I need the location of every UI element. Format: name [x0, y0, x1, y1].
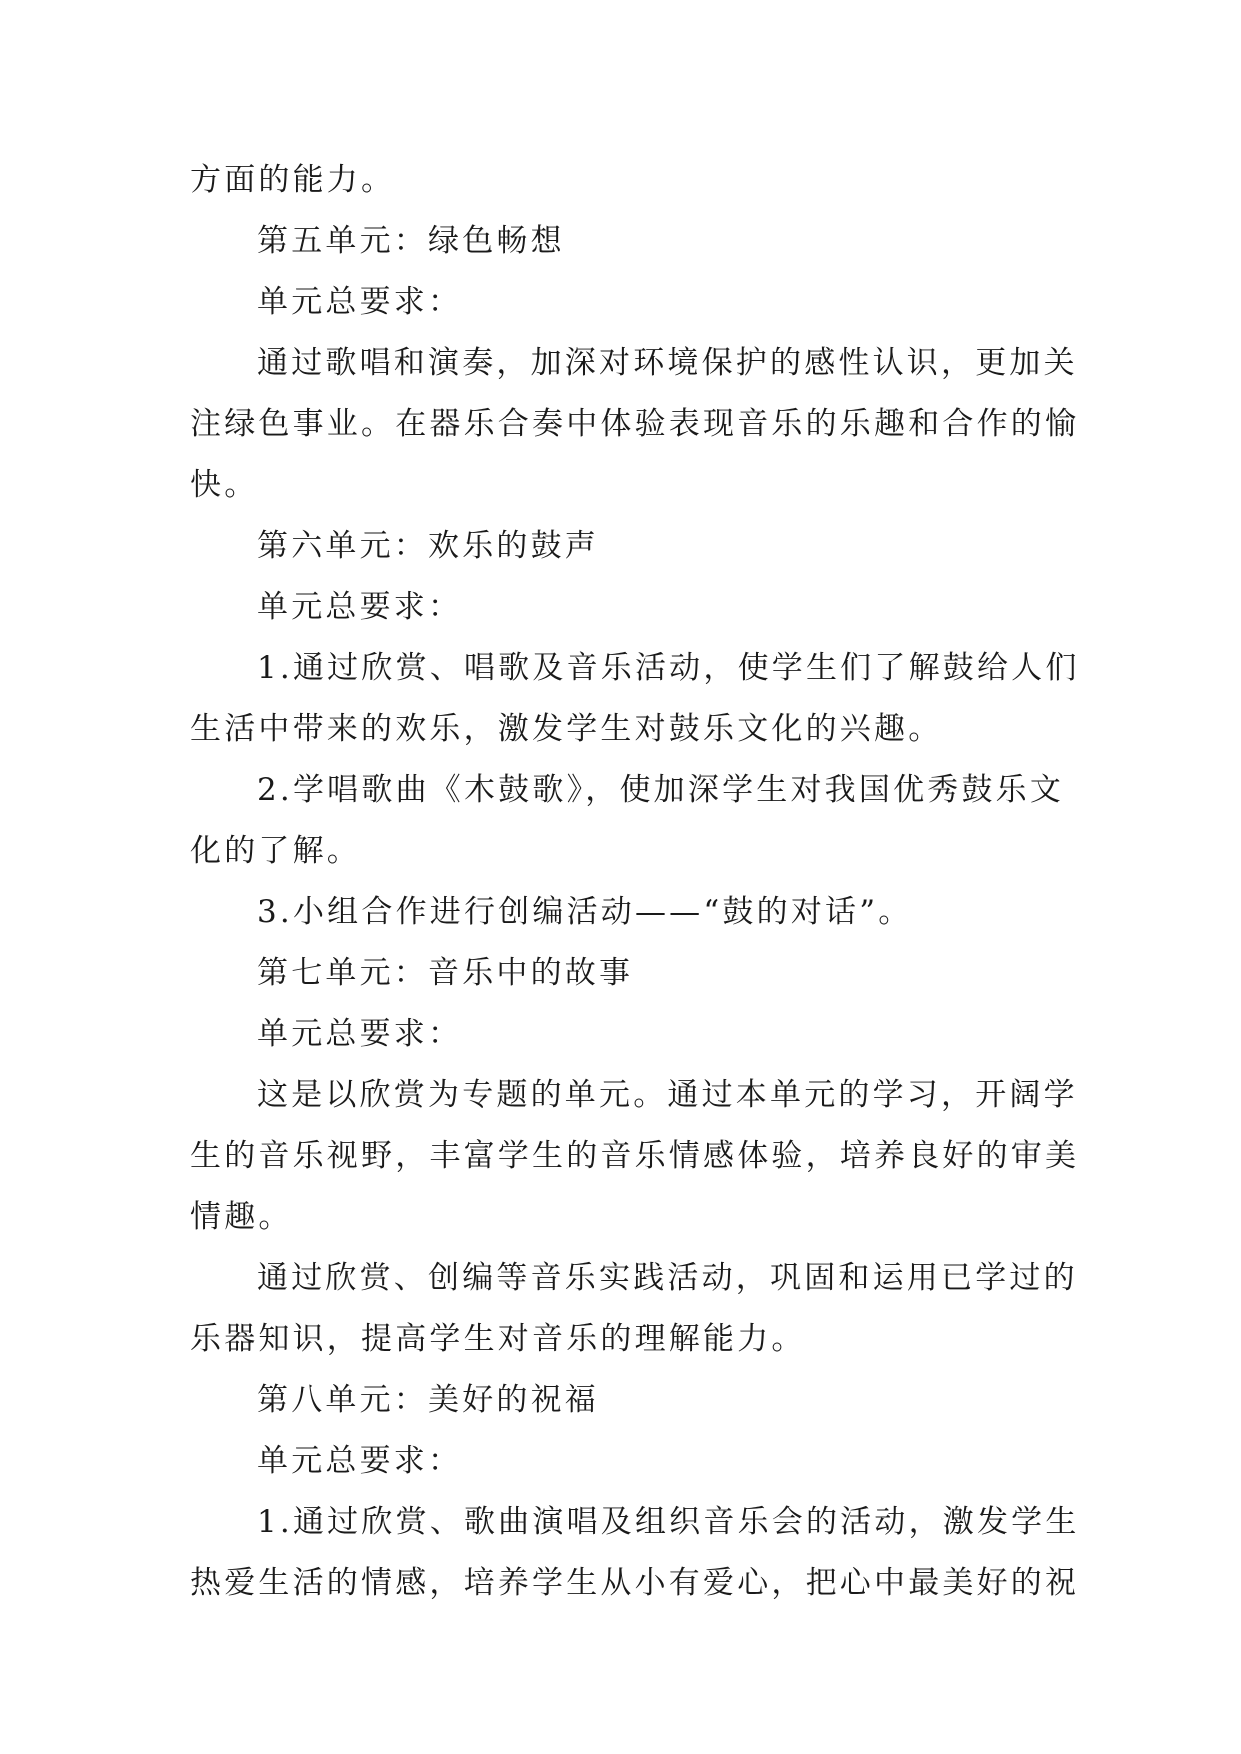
text-line: 1.通过欣赏、唱歌及音乐活动，使学生们了解鼓给人们	[257, 650, 1080, 686]
text-line: 生活中带来的欢乐，激发学生对鼓乐文化的兴趣。	[190, 711, 943, 747]
text-line: 2.学唱歌曲《木鼓歌》，使加深学生对我国优秀鼓乐文	[257, 772, 1065, 808]
text-line: 通过歌唱和演奏，加深对环境保护的感性认识，更加关	[257, 345, 1078, 381]
text-line: 通过欣赏、创编等音乐实践活动，巩固和运用已学过的	[257, 1260, 1078, 1296]
unit-heading: 第六单元：欢乐的鼓声	[257, 528, 599, 564]
unit-heading: 第五单元：绿色畅想	[257, 223, 565, 259]
text-line: 快。	[190, 467, 259, 503]
text-line: 情趣。	[190, 1199, 293, 1235]
text-line: 1.通过欣赏、歌曲演唱及组织音乐会的活动，激发学生	[257, 1504, 1080, 1540]
unit-heading: 第七单元：音乐中的故事	[257, 955, 634, 991]
unit-heading: 第八单元：美好的祝福	[257, 1382, 599, 1418]
text-line: 这是以欣赏为专题的单元。通过本单元的学习，开阔学	[257, 1077, 1078, 1113]
text-line: 乐器知识，提高学生对音乐的理解能力。	[190, 1321, 806, 1357]
body-text	[190, 150, 1080, 1614]
requirements-label: 单元总要求：	[257, 1016, 463, 1052]
text-line: 化的了解。	[190, 833, 361, 869]
text-line: 3.小组合作进行创编活动——“鼓的对话”。	[257, 894, 913, 930]
text-line: 注绿色事业。在器乐合奏中体验表现音乐的乐趣和合作的愉	[190, 406, 1080, 442]
text-line: 热爱生活的情感，培养学生从小有爱心，把心中最美好的祝	[190, 1565, 1080, 1601]
requirements-label: 单元总要求：	[257, 1443, 463, 1479]
requirements-label: 单元总要求：	[257, 284, 463, 320]
text-line: 方面的能力。	[190, 162, 396, 198]
requirements-label: 单元总要求：	[257, 589, 463, 625]
text-line: 生的音乐视野，丰富学生的音乐情感体验，培养良好的审美	[190, 1138, 1080, 1174]
